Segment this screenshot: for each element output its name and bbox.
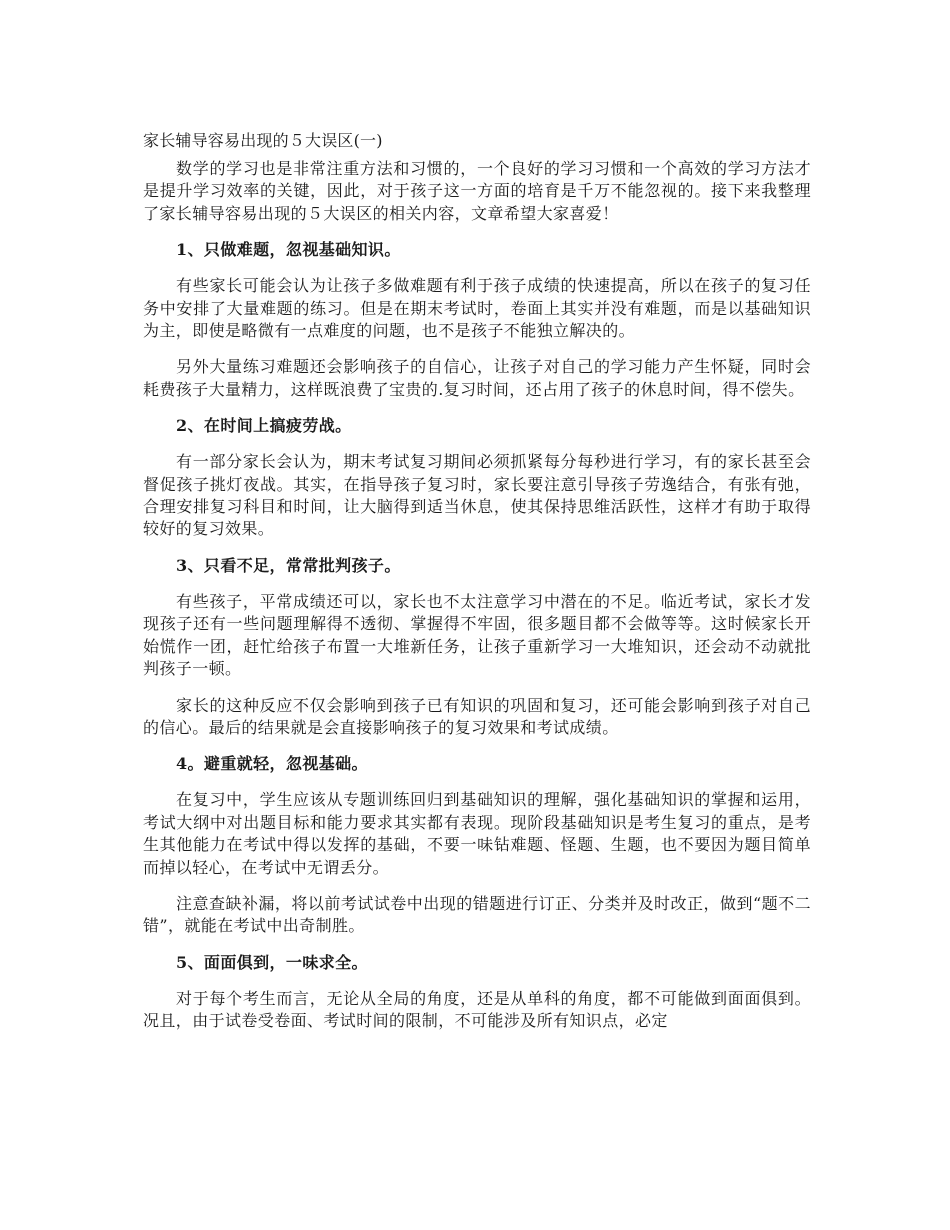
section-paragraph: 有些家长可能会认为让孩子多做难题有利于孩子成绩的快速提高，所以在孩子的复习任务中安排了大量难题的练习。但是在期末考试时，卷面上其实并没有难题，而是以基础知识为主，即使是略微有一点难度的问题，也不是孩子不能独立解决的。	[143, 276, 811, 341]
section-heading: 3、只看不足，常常批判孩子。	[176, 555, 401, 575]
section-heading: 2、在时间上搞疲劳战。	[176, 416, 352, 436]
section-heading: 5、面面俱到，一味求全。	[176, 952, 368, 972]
section-heading: 4。避重就轻，忽视基础。	[176, 754, 368, 774]
intro-paragraph: 数学的学习也是非常注重方法和习惯的，一个良好的学习习惯和一个高效的学习方法才是提升学习效率的关键，因此，对于孩子这一方面的培育是千万不能忽视的。接下来我整理了家长辅导容易出现的５大误区的相关内容，文章希望大家喜爱！	[143, 159, 811, 223]
section-2	[143, 415, 811, 541]
section-paragraph: 注意查缺补漏，将以前考试试卷中出现的错题进行订正、分类并及时改正，做到“题不二错”，就能在考试中出奇制胜。	[143, 893, 811, 936]
section-paragraph: 有些孩子，平常成绩还可以，家长也不太注意学习中潜在的不足。临近考试，家长才发现孩子还有一些问题理解得不透彻、掌握得不牢固，很多题目都不会做等等。这时候家长开始慌作一团，赶忙给孩子布置一大堆新任务，让孩子重新学习一大堆知识，还会动不动就批判孩子一顿。	[143, 591, 811, 679]
document-page	[143, 130, 811, 1047]
section-paragraph: 家长的这种反应不仅会影响到孩子已有知识的巩固和复习，还可能会影响到孩子对自己的信心。最后的结果就是会直接影响孩子的复习效果和考试成绩。	[143, 695, 811, 737]
section-paragraph: 在复习中，学生应该从专题训练回归到基础知识的理解，强化基础知识的掌握和运用，考试大纲中对出题目标和能力要求其实都有表现。现阶段基础知识是考生复习的重点，是考生其他能力在考试中得以发挥的基础，不要一味钻难题、怪题、生题，也不要因为题目简单而掉以轻心，在考试中无谓丢分。	[143, 790, 811, 877]
section-paragraph: 对于每个考生而言，无论从全局的角度，还是从单科的角度，都不可能做到面面俱到。况且，由于试卷受卷面、考试时间的限制，不可能涉及所有知识点，必定	[143, 988, 811, 1031]
section-3	[143, 555, 811, 739]
section-heading: 1、只做难题，忽视基础知识。	[176, 240, 401, 260]
section-paragraph: 另外大量练习难题还会影响孩子的自信心，让孩子对自己的学习能力产生怀疑，同时会耗费孩子大量精力，这样既浪费了宝贵的.复习时间，还占用了孩子的休息时间，得不偿失。	[143, 357, 811, 399]
section-paragraph: 有一部分家长会认为，期末考试复习期间必须抓紧每分每秒进行学习，有的家长甚至会督促孩子挑灯夜战。其实，在指导孩子复习时，家长要注意引导孩子劳逸结合，有张有弛，合理安排复习科目和时间，让大脑得到适当休息，使其保持思维活跃性，这样才有助于取得较好的复习效果。	[143, 452, 811, 539]
document-title: 家长辅导容易出现的５大误区(一)	[143, 131, 383, 150]
section-5	[143, 952, 811, 1033]
section-4	[143, 753, 811, 937]
section-1	[143, 239, 811, 401]
